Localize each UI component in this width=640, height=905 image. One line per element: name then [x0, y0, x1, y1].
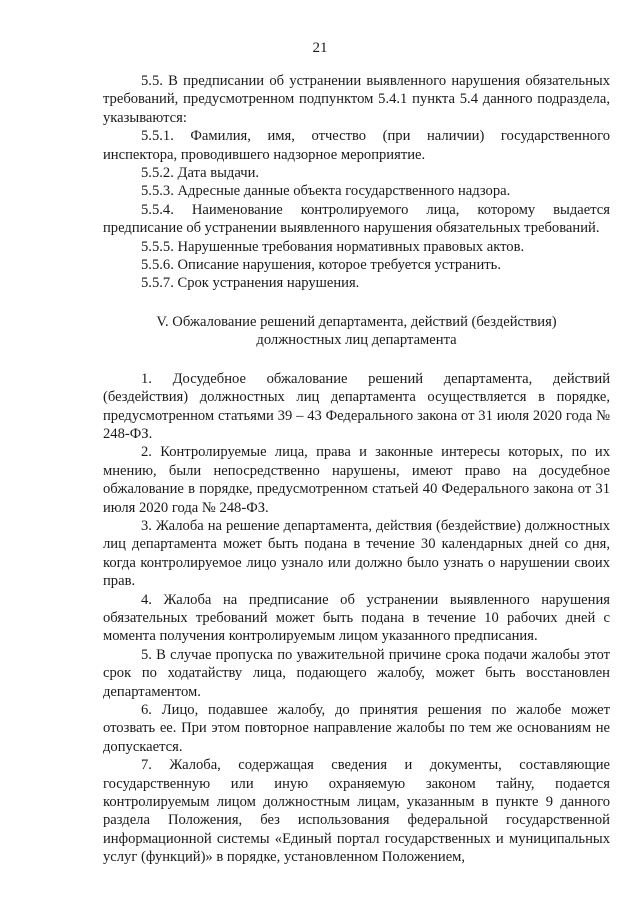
paragraph-v-7: 7. Жалоба, содержащая сведения и документы, составляющие государственную или иную охраняемую законом тайну, подается контролируемым лицом должностным лицам, указанным в пункте 9 данного раздела Положения, без использования федеральной государственной информационной системы «Единый портал государственных и муниципальных услуг (функций)» в порядке, установленном Положением, [103, 757, 610, 866]
paragraph-5-5-4: 5.5.4. Наименование контролируемого лица, которому выдается предписание об устранении выявленного нарушения обязательных требований. [103, 201, 610, 237]
paragraph-v-1: 1. Досудебное обжалование решений департамента, действий (бездействия) должностных лиц департамента осуществляется в порядке, предусмотренном статьями 39 – 43 Федерального закона от 31 июля 2020 года № 248-ФЗ. [103, 370, 610, 442]
paragraph-5-5: 5.5. В предписании об устранении выявленного нарушения обязательных требований, предусмотренном подпунктом 5.4.1 пункта 5.4 данного подраздела, указываются: [103, 73, 610, 126]
section-heading-line-2: должностных лиц департамента [256, 332, 457, 349]
paragraph-5-5-6: 5.5.6. Описание нарушения, которое требуется устранить. [141, 257, 501, 274]
section-heading [103, 313, 610, 350]
paragraph-5-5-3: 5.5.3. Адресные данные объекта государственного надзора. [141, 183, 511, 200]
paragraph-v-5: 5. В случае пропуска по уважительной причине срока подачи жалобы этот срок по ходатайству лица, подающего жалобу, может быть восстановлен департаментом. [103, 646, 610, 700]
paragraph-v-6: 6. Лицо, подавшее жалобу, до принятия решения по жалобе может отозвать ее. При этом повторное направление жалобы по тем же основаниям не допускается. [103, 702, 610, 755]
page-content [103, 72, 610, 867]
paragraph-v-3: 3. Жалоба на решение департамента, действия (бездействие) должностных лиц департамента может быть подана в течение 30 календарных дней со дня, когда контролируемое лицо узнало или должно было узнать о нарушении своих прав. [103, 517, 610, 590]
paragraph-5-5-2: 5.5.2. Дата выдачи. [141, 165, 260, 182]
paragraph-v-2: 2. Контролируемые лица, права и законные интересы которых, по их мнению, были непосредственно нарушены, имеют право на досудебное обжалование в порядке, предусмотренном статьей 40 Федерального закона от 31 июля 2020 года № 248-ФЗ. [103, 444, 610, 516]
paragraph-5-5-5: 5.5.5. Нарушенные требования нормативных правовых актов. [141, 238, 525, 255]
paragraph-5-5-7: 5.5.7. Срок устранения нарушения. [141, 275, 360, 292]
paragraph-5-5-1: 5.5.1. Фамилия, имя, отчество (при наличии) государственного инспектора, проводившего надзорное мероприятие. [103, 128, 610, 163]
paragraph-v-4: 4. Жалоба на предписание об устранении выявленного нарушения обязательных требований может быть подана в течение 10 рабочих дней с момента получения контролируемым лицом указанного предписания. [103, 591, 610, 645]
section-heading-line-1: V. Обжалование решений департамента, действий (бездействия) [156, 313, 557, 330]
page-number: 21 [312, 40, 328, 56]
